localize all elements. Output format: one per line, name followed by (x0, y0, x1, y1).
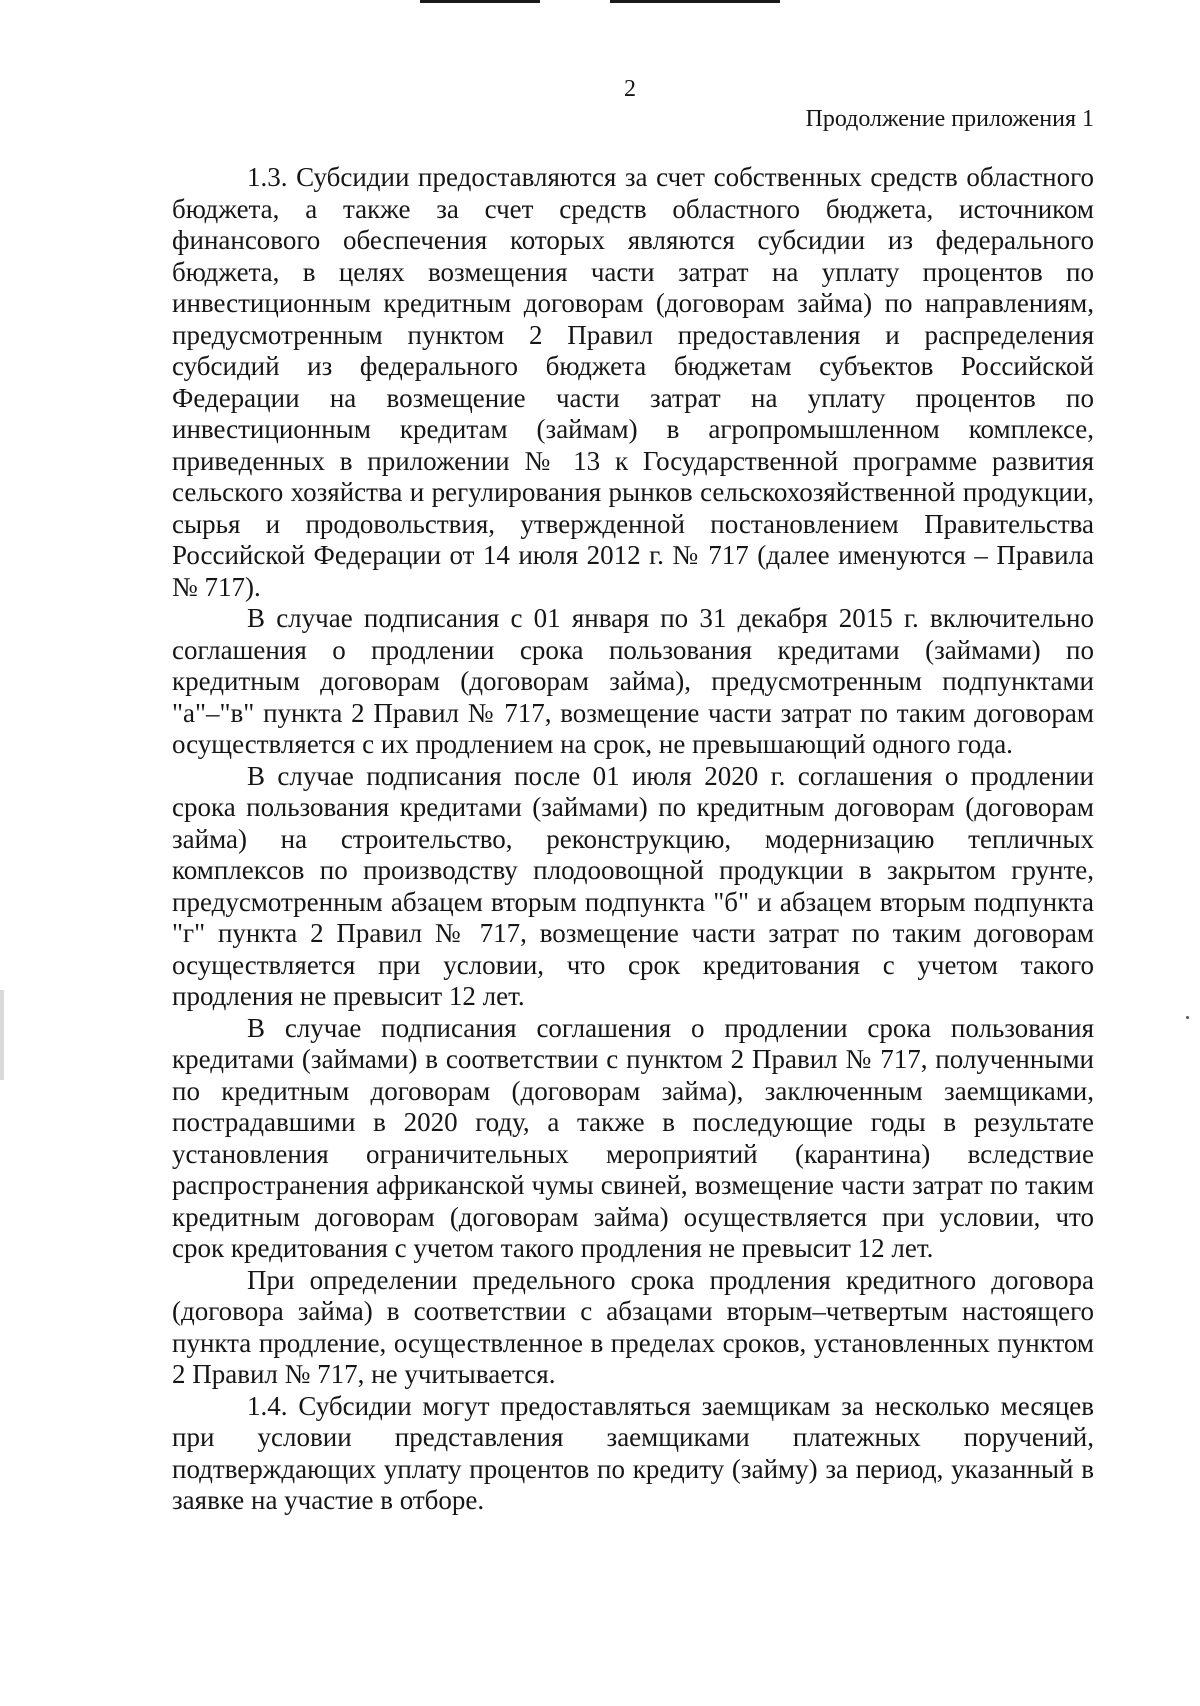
paragraph-term-limit: При определении предельного срока продления кредитного договора (договора займа) в соответствии с абзацами вторым–четвертым настоящего пункта продление, осуществленное в пределах сроков, установленных пунктом 2 Правил № 717, не учитывается. (172, 1264, 1094, 1389)
page-number: 2 (624, 76, 636, 102)
scan-top-edge (610, 0, 780, 3)
paragraph-1-4: 1.4. Субсидии могут предоставляться заемщикам за несколько месяцев при условии представления заемщиками платежных поручений, подтверждающих уплату процентов по кредиту (займу) за период, указанный в заявке на участие в отборе. (172, 1390, 1094, 1515)
scan-top-edge (420, 0, 540, 3)
paragraph-extension-2020: В случае подписания после 01 июля 2020 г. соглашения о продлении срока пользования кредитами (займами) по кредитным договорам (договорам займа) на строительство, реконструкцию, модернизацию тепличных комплексов по производству плодоовощной продукции в закрытом грунте, предусмотренным абзацем вторым подпункта "б" и абзацем вторым подпункта "г" пункта 2 Правил № 717, возмещение части затрат по таким договорам осуществляется при условии, что срок кредитования с учетом такого продления не превысит 12 лет. (172, 760, 1094, 1011)
paragraph-extension-2015: В случае подписания с 01 января по 31 декабря 2015 г. включительно соглашения о продлении срока пользования кредитами (займами) по кредитным договорам (договорам займа), предусмотренным подпунктами "а"–"в" пункта 2 Правил № 717, возмещение части затрат по таким договорам осуществляется с их продлением на срок, не превышающий одного года. (172, 603, 1094, 759)
scan-speck (1186, 1016, 1189, 1019)
document-body (172, 162, 1094, 1517)
paragraph-1-3: 1.3. Субсидии предоставляются за счет собственных средств областного бюджета, а также за счет средств областного бюджета, источником финансового обеспечения которых являются субсидии из федерального бюджета, в целях возмещения части затрат на уплату процентов по инвестиционным кредитным договорам (договорам займа) по направлениям, предусмотренным пунктом 2 Правил предоставления и распределения субсидий из федерального бюджета бюджетам субъектов Российской Федерации на возмещение части затрат на уплату процентов по инвестиционным кредитам (займам) в агропромышленном комплексе, приведенных в приложении № 13 к Государственной программе развития сельского хозяйства и регулирования рынков сельскохозяйственной продукции, сырья и продовольствия, утвержденной постановлением Правительства Российской Федерации от 14 июля 2012 г. № 717 (далее именуются – Правила № 717). (172, 162, 1094, 602)
header-note: Продолжение приложения 1 (805, 106, 1094, 132)
scan-left-edge (0, 990, 4, 1080)
paragraph-swine-fever: В случае подписания соглашения о продлении срока пользования кредитами (займами) в соответствии с пунктом 2 Правил № 717, полученными по кредитным договорам (договорам займа), заключенным заемщиками, пострадавшими в 2020 году, а также в последующие годы в результате установления ограничительных мероприятий (карантина) вследствие распространения африканской чумы свиней, возмещение части затрат по таким кредитным договорам (договорам займа) осуществляется при условии, что срок кредитования с учетом такого продления не превысит 12 лет. (172, 1012, 1094, 1263)
